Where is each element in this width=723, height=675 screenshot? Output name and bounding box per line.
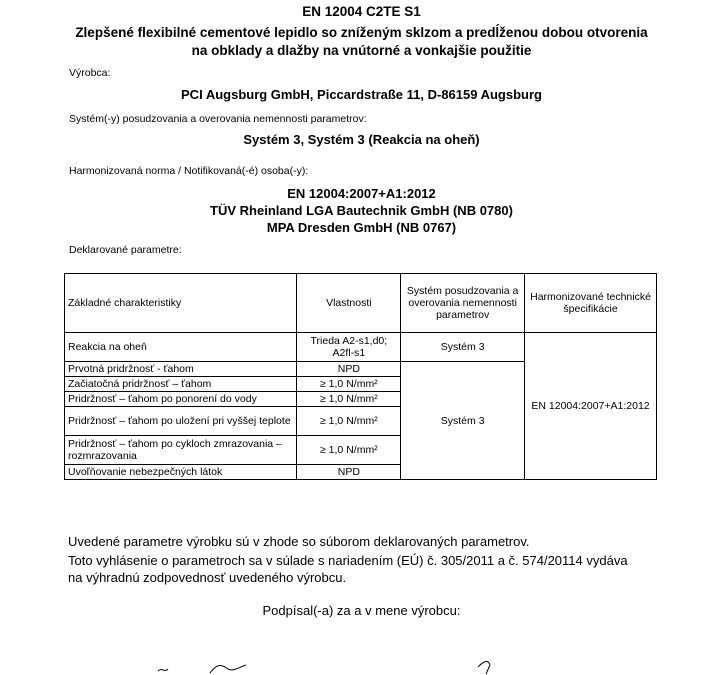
header-system: Systém posudzovania a overovania nemennosti parametrov: [401, 274, 525, 333]
responsibility-line-2: na výhradnú zodpovednosť uvedeného výrobcu.: [68, 570, 347, 585]
table-header-row: [65, 274, 657, 333]
row-system: Systém 3: [401, 333, 525, 362]
row-characteristic: Pridržnosť – ťahom po ponorení do vody: [65, 392, 297, 407]
subtitle-line-2: na obklady a dlažby na vnútorné a vonkajšie použitie: [191, 43, 532, 58]
notified-body-2: MPA Dresden GmbH (NB 0767): [266, 220, 457, 235]
row-characteristic: Pridržnosť – ťahom po cykloch zmrazovania – rozmrazovania: [65, 436, 297, 465]
notified-body-1: TÜV Rheinland LGA Bautechnik GmbH (NB 0780): [210, 203, 513, 218]
row-property: NPD: [297, 362, 401, 377]
system-label: Systém(-y) posudzovania a overovania nemennosti parametrov:: [69, 113, 367, 125]
declared-parameters-table: [64, 273, 657, 480]
merged-system-cell: Systém 3: [401, 362, 525, 480]
responsibility-statement: [68, 552, 628, 586]
declared-label: Deklarované parametre:: [69, 244, 182, 256]
subtitle-line-1: Zlepšené flexibilné cementové lepidlo so zníženým sklzom a predĺženou dobou otvorenia: [75, 25, 648, 40]
row-property: ≥ 1,0 N/mm²: [297, 407, 401, 436]
row-characteristic: Uvoľňovanie nebezpečných látok: [65, 465, 297, 480]
row-property: NPD: [297, 465, 401, 480]
document-title: EN 12004 C2TE S1: [302, 4, 421, 19]
system-value: Systém 3, Systém 3 (Reakcia na oheň): [243, 132, 480, 147]
conformity-statement: Uvedené parametre výrobku sú v zhode so súborom deklarovaných parametrov.: [68, 534, 530, 549]
row-characteristic: Pridržnosť – ťahom po uložení pri vyššej teplote: [65, 407, 297, 436]
manufacturer-label: Výrobca:: [69, 67, 111, 79]
norm-block: [0, 185, 723, 236]
header-property: Vlastnosti: [297, 274, 401, 333]
merged-spec-cell: EN 12004:2007+A1:2012: [525, 333, 657, 480]
norm-standard: EN 12004:2007+A1:2012: [287, 186, 436, 201]
row-characteristic: Reakcia na oheň: [65, 333, 297, 362]
document-subtitle: [0, 24, 723, 60]
header-spec: Harmonizované technické špecifikácie: [525, 274, 657, 333]
row-characteristic: Začiatočná pridržnosť – ťahom: [65, 377, 297, 392]
row-property: Trieda A2-s1,d0; A2fl-s1: [297, 333, 401, 362]
row-property: ≥ 1,0 N/mm²: [297, 436, 401, 465]
table-row: [65, 333, 657, 362]
signature-image: [150, 655, 510, 675]
responsibility-line-1: Toto vyhlásenie o parametroch sa v súlade s nariadením (EÚ) č. 305/2011 a č. 574/20114 vydáva: [68, 553, 628, 568]
row-characteristic: Prvotná pridržnosť - ťahom: [65, 362, 297, 377]
row-property: ≥ 1,0 N/mm²: [297, 377, 401, 392]
signed-label: Podpísal(-a) za a v mene výrobcu:: [262, 603, 461, 618]
manufacturer-value: PCI Augsburg GmbH, Piccardstraße 11, D-86159 Augsburg: [181, 87, 542, 102]
header-characteristic: Základné charakteristiky: [65, 274, 297, 333]
row-property: ≥ 1,0 N/mm²: [297, 392, 401, 407]
norm-label: Harmonizovaná norma / Notifikovaná(-é) osoba(-y):: [69, 165, 309, 177]
